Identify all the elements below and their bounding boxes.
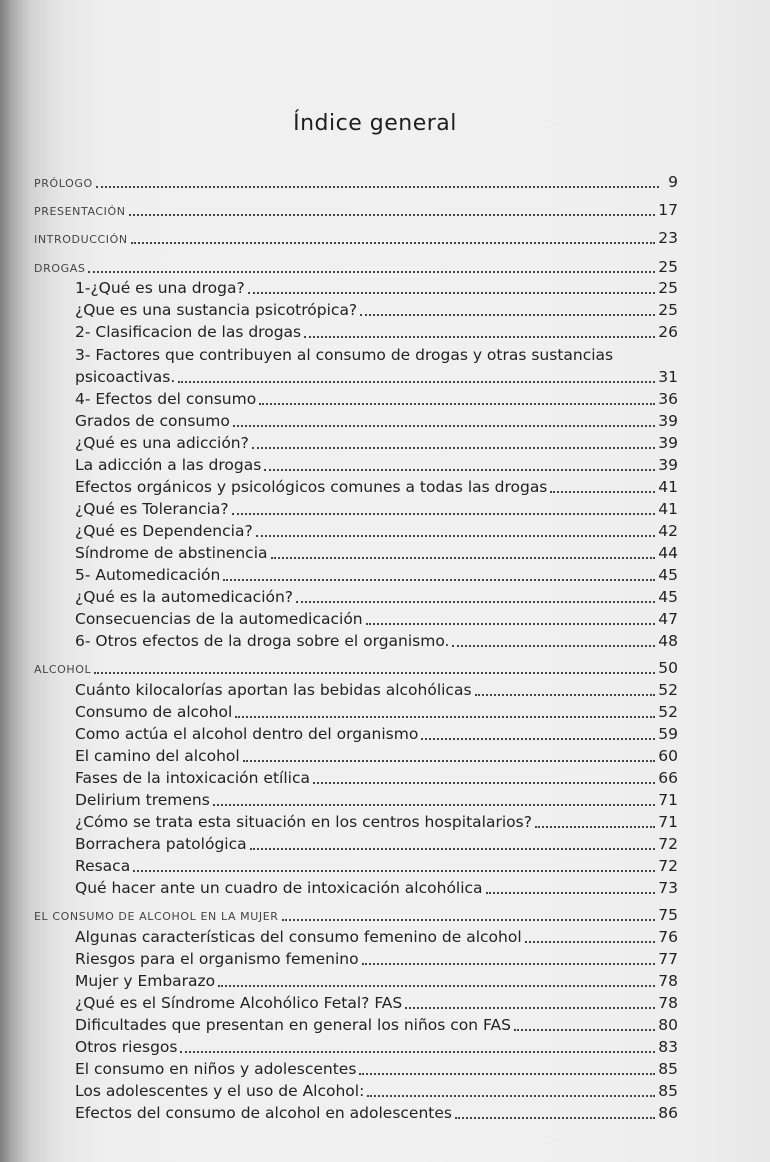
toc-entry-label: Síndrome de abstinencia [75, 544, 268, 562]
dot-leader [366, 622, 656, 625]
toc-section-entry [34, 170, 678, 194]
toc-entry [75, 497, 678, 521]
toc-entry [75, 991, 678, 1015]
toc-entry-page: 83 [658, 1038, 678, 1056]
toc-entry [75, 431, 678, 455]
toc-entry-page: 41 [658, 478, 678, 496]
toc-entry-page: 42 [658, 522, 678, 540]
toc-entry [75, 925, 678, 949]
toc-entry-label: 3- Factores que contribuyen al consumo de drogas y otras sustancias [75, 346, 614, 364]
toc-entry-label: Consecuencias de la automedicación [75, 610, 363, 628]
toc-entry-label: INTRODUCCIÓN [34, 233, 128, 246]
toc-entry [75, 541, 678, 565]
dot-leader [282, 918, 656, 921]
toc-entry [75, 1101, 678, 1125]
toc-entry [75, 343, 678, 367]
toc-entry-label: Efectos orgánicos y psicológicos comunes a todas las drogas [75, 478, 548, 496]
toc-entry [75, 607, 678, 631]
dot-leader [218, 984, 655, 987]
toc-entry-label: Mujer y Embarazo [75, 972, 216, 990]
page-title: Índice general [293, 111, 457, 136]
toc-entry [75, 629, 678, 653]
dot-leader [213, 803, 655, 806]
toc-section-entry [34, 903, 678, 927]
toc-entry-label: Fases de la intoxicación etílica [75, 769, 310, 787]
toc-entry-page: 39 [658, 412, 678, 430]
toc-entry-page: 52 [658, 681, 678, 699]
toc-entry-page: 85 [658, 1060, 678, 1078]
toc-entry-label: Grados de consumo [75, 412, 230, 430]
toc-entry-label: 6- Otros efectos de la droga sobre el organismo. [75, 632, 450, 650]
toc-entry [75, 563, 678, 587]
toc-entry-label: Como actúa el alcohol dentro del organismo [75, 725, 419, 743]
toc-entry-label: PRÓLOGO [34, 177, 93, 190]
toc-entry-page: 60 [658, 747, 678, 765]
toc-entry-label: La adicción a las drogas [75, 456, 262, 474]
toc-entry-label: 5- Automedicación [75, 566, 221, 584]
toc-entry-page: 41 [658, 500, 678, 518]
dot-leader [271, 556, 656, 559]
toc-entry [75, 409, 678, 433]
toc-entry-label: DROGAS [34, 262, 86, 275]
dot-leader [550, 490, 655, 493]
toc-entry [75, 1013, 678, 1037]
toc-entry [75, 947, 678, 971]
dot-leader [452, 644, 655, 647]
dot-leader [313, 781, 655, 784]
toc-entry-page: 44 [658, 544, 678, 562]
dot-leader [129, 213, 656, 216]
dot-leader [535, 825, 655, 828]
toc-entry-page: 36 [658, 390, 678, 408]
dot-leader [178, 380, 655, 383]
toc-entry-page: 50 [658, 659, 678, 677]
toc-entry [75, 387, 678, 411]
toc-entry-label: psicoactivas. [75, 368, 176, 386]
toc-entry-label: Algunas características del consumo femenino de alcohol [75, 928, 522, 946]
toc-entry-page: 72 [658, 857, 678, 875]
toc-entry-page: 48 [658, 632, 678, 650]
toc-entry [75, 475, 678, 499]
dot-leader [405, 1006, 655, 1009]
dot-leader [88, 270, 655, 273]
toc-entry-label: Resaca [75, 857, 131, 875]
toc-entry [75, 1035, 678, 1059]
toc-entry-label: ¿Qué es el Síndrome Alcohólico Fetal? FAS [75, 994, 403, 1012]
toc-entry [75, 810, 678, 834]
toc-entry-page: 25 [658, 258, 678, 276]
toc-entry-label: ¿Qué es Tolerancia? [75, 500, 229, 518]
toc-entry-label: El consumo en niños y adolescentes [75, 1060, 357, 1078]
toc-entry [75, 854, 678, 878]
toc-entry-label: 4- Efectos del consumo [75, 390, 257, 408]
toc-entry-label: ¿Que es una sustancia psicotrópica? [75, 301, 358, 319]
dot-leader [256, 534, 656, 537]
toc-entry-page: 71 [658, 813, 678, 831]
toc-entry [75, 700, 678, 724]
toc-entry [75, 585, 678, 609]
toc-entry-label: El camino del alcohol [75, 747, 240, 765]
dot-leader [525, 940, 656, 943]
toc-entry [75, 832, 678, 856]
dot-leader [514, 1028, 655, 1031]
toc-entry [75, 788, 678, 812]
toc-entry [75, 365, 678, 389]
toc-entry-page: 52 [658, 703, 678, 721]
toc-entry-page: 39 [658, 434, 678, 452]
dot-leader [421, 737, 655, 740]
toc-entry-label: ¿Qué es Dependencia? [75, 522, 253, 540]
toc-entry-label: EL CONSUMO DE ALCOHOL EN LA MUJER [34, 910, 279, 923]
toc-entry-page: 39 [658, 456, 678, 474]
toc-entry-page: 71 [658, 791, 678, 809]
dot-leader [180, 1050, 655, 1053]
toc-entry-label: PRESENTACIÓN [34, 205, 126, 218]
toc-entry [75, 766, 678, 790]
toc-entry-label: Consumo de alcohol [75, 703, 233, 721]
toc-entry-page: 23 [658, 229, 678, 247]
toc-entry-label: Qué hacer ante un cuadro de intoxicación alcohólica [75, 879, 483, 897]
toc-entry-label: Borrachera patológica [75, 835, 247, 853]
toc-entry-page: 80 [658, 1016, 678, 1034]
toc-section-entry [34, 198, 678, 222]
toc-entry-page: 31 [658, 368, 678, 386]
toc-entry [75, 453, 678, 477]
dot-leader [223, 578, 655, 581]
dot-leader [133, 869, 655, 872]
toc-entry-page: 77 [658, 950, 678, 968]
toc-entry-label: ¿Qué es la automedicación? [75, 588, 294, 606]
dot-leader [359, 1072, 655, 1075]
toc-entry-page: 66 [658, 769, 678, 787]
dot-leader [252, 446, 655, 449]
toc-entry [75, 969, 678, 993]
toc-entry-label: 1-¿Qué es una droga? [75, 279, 245, 297]
toc-entry-page: 25 [658, 301, 678, 319]
toc-entry-label: 2- Clasificacion de las drogas [75, 323, 302, 341]
dot-leader [367, 1094, 655, 1097]
dot-leader [264, 468, 655, 471]
toc-entry [75, 722, 678, 746]
toc-entry-page: 59 [658, 725, 678, 743]
dot-leader [131, 241, 656, 244]
toc-entry-label: Dificultades que presentan en general los niños con FAS [75, 1016, 511, 1034]
toc-entry-page: 86 [658, 1104, 678, 1122]
toc-entry-page: 75 [658, 906, 678, 924]
dot-leader [475, 693, 656, 696]
dot-leader [96, 185, 659, 188]
dot-leader [296, 600, 655, 603]
toc-entry-label: ¿Cómo se trata esta situación en los centros hospitalarios? [75, 813, 532, 831]
toc-entry-page: 76 [658, 928, 678, 946]
toc-entry-page: 72 [658, 835, 678, 853]
toc-entry [75, 744, 678, 768]
toc-entry [75, 298, 678, 322]
dot-leader [304, 335, 655, 338]
toc-section-entry [34, 226, 678, 250]
dot-leader [486, 891, 656, 894]
toc-entry-page: 78 [658, 972, 678, 990]
dot-leader [616, 360, 675, 361]
toc-entry [75, 276, 678, 300]
toc-entry-page: 78 [658, 994, 678, 1012]
toc-entry [75, 519, 678, 543]
dot-leader [235, 715, 655, 718]
toc-entry [75, 1057, 678, 1081]
dot-leader [233, 424, 655, 427]
toc-entry-label: Cuánto kilocalorías aportan las bebidas alcohólicas [75, 681, 472, 699]
toc-entry-page: 9 [668, 173, 678, 191]
dot-leader [455, 1116, 655, 1119]
dot-leader [248, 291, 656, 294]
toc-entry-label: ALCOHOL [34, 663, 92, 676]
toc-entry [75, 876, 678, 900]
toc-entry-page: 85 [658, 1082, 678, 1100]
dot-leader [232, 512, 656, 515]
toc-entry-page: 47 [658, 610, 678, 628]
dot-leader [94, 671, 655, 674]
dot-leader [362, 962, 656, 965]
toc-section-entry [34, 656, 678, 680]
toc-entry-label: Riesgos para el organismo femenino [75, 950, 359, 968]
toc-entry-page: 45 [658, 566, 678, 584]
toc-entry [75, 1079, 678, 1103]
toc-entry-page: 25 [658, 279, 678, 297]
toc-entry-label: ¿Qué es una adicción? [75, 434, 249, 452]
toc-entry-label: Los adolescentes y el uso de Alcohol: [75, 1082, 365, 1100]
toc-entry [75, 320, 678, 344]
dot-leader [243, 759, 656, 762]
dot-leader [360, 313, 655, 316]
toc-entry-label: Otros riesgos [75, 1038, 178, 1056]
dot-leader [259, 402, 655, 405]
toc-entry-page: 26 [658, 323, 678, 341]
toc-entry [75, 678, 678, 702]
toc-entry-page: 17 [658, 201, 678, 219]
toc-entry-page: 45 [658, 588, 678, 606]
dot-leader [250, 847, 656, 850]
toc-entry-page: 73 [658, 879, 678, 897]
toc-entry-label: Delirium tremens [75, 791, 210, 809]
toc-entry-label: Efectos del consumo de alcohol en adolescentes [75, 1104, 452, 1122]
